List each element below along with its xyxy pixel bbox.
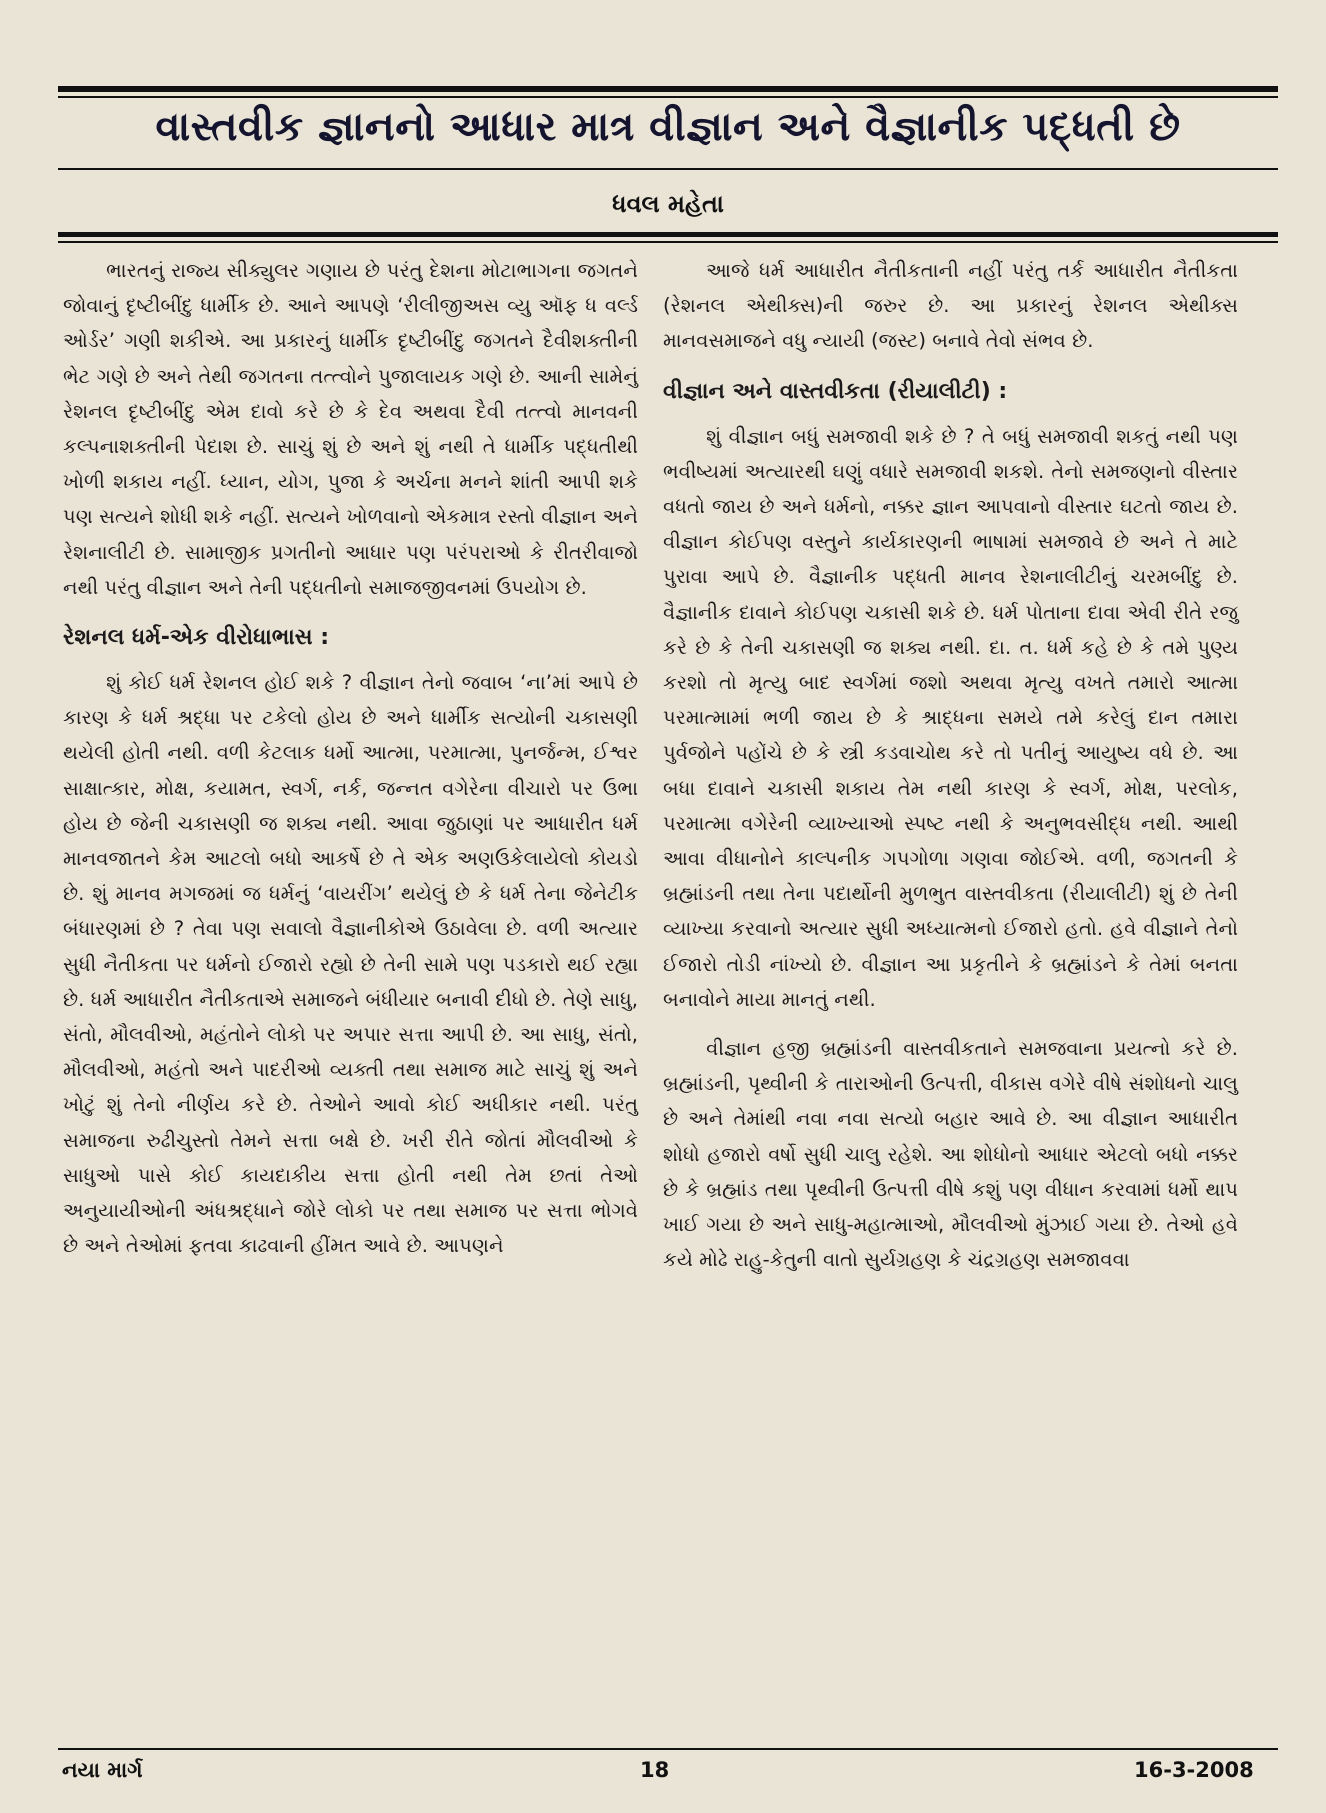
top-rule-thick [58,86,1278,92]
issue-date: 16-3-2008 [1134,1758,1254,1782]
byline-rule-thin [58,241,1278,243]
footer-rule [58,1748,1278,1750]
section-heading: વીજ્ઞાન અને વાસ્તવીકતા (રીયાલીટી) : [663,378,1008,404]
byline-rule-thick [58,232,1278,237]
top-rule-thin [58,96,1278,98]
title-rule [58,168,1278,170]
publication-name: નયા માર્ગ [62,1758,143,1782]
paragraph: શું વીજ્ઞાન બધું સમજાવી શકે છે ? તે બધું સમજાવી શકતું નથી પણ ભવીષ્યમાં અત્યારથી ઘણું વધારે સમજાવી શકશે. તેનો સમજણનો વીસ્તાર વધતો જાય છે અને ધર્મનો, નક્કર જ્ઞાન આપવાનો વીસ્તાર ઘટતો જાય છે. વીજ્ઞાન કોઈપણ વસ્તુને કાર્યકારણની ભાષામાં સમજાવે છે અને તે માટે પુરાવા આપે છે. વૈજ્ઞાનીક પદ્ધતી માનવ રેશનાલીટીનું ચરમબીંદુ છે. વૈજ્ઞાનીક દાવાને કોઈપણ ચકાસી શકે છે. ધર્મ પોતાના દાવા એવી રીતે રજુ કરે છે કે તેની ચકાસણી જ શક્ય નથી. દા. ત. ધર્મ કહે છે કે તમે પુણ્ય કરશો તો મૃત્યુ બાદ સ્વર્ગમાં જશો અથવા મૃત્યુ વખતે તમારો આત્મા પરમાત્મામાં ભળી જાય છે કે શ્રાદ્ધના સમયે તમે કરેલું દાન તમારા પુર્વજોને પહોંચે છે કે સ્ત્રી કડવાચોથ કરે તો પતીનું આયુષ્ય વધે છે. આ બધા દાવાને ચકાસી શકાય તેમ નથી કારણ કે સ્વર્ગ, મોક્ષ, પરલોક, પરમાત્મા વગેરેની વ્યાખ્યાઓ સ્પષ્ટ નથી કે અનુભવસીદ્ધ નથી. આથી આવા વીધાનોને કાલ્પનીક ગપગોળા ગણવા જોઈએ. વળી, જગતની કે બ્રહ્માંડની તથા તેના પદાર્થોની મુળભુત વાસ્તવીકતા (રીયાલીટી) શું છે તેની વ્યાખ્યા કરવાનો અત્યાર સુધી અધ્યાત્મનો ઈજારો હતો. હવે વીજ્ઞાને તેનો ઈજારો તોડી નાંખ્યો છે. વીજ્ઞાન આ પ્રકૃતીને કે બ્રહ્માંડને કે તેમાં બનતા બનાવોને માયા માનતું નથી. [663,424,1238,1011]
right-column [663,253,1238,1277]
paragraph: શું કોઈ ધર્મ રેશનલ હોઈ શકે ? વીજ્ઞાન તેનો જવાબ ‘ના’માં આપે છે કારણ કે ધર્મ શ્રદ્ધા પર ટકેલો હોય છે અને ધાર્મીક સત્યોની ચકાસણી થયેલી હોતી નથી. વળી કેટલાક ધર્મો આત્મા, પરમાત્મા, પુનર્જન્મ, ઈશ્વર સાક્ષાત્કાર, મોક્ષ, કયામત, સ્વર્ગ, નર્ક, જન્નત વગેરેના વીચારો પર ઉભા હોય છે જેની ચકાસણી જ શક્ય નથી. આવા જુઠાણાં પર આધારીત ધર્મ માનવજાતને કેમ આટલો બધો આકર્ષે છે તે એક અણઉકેલાયેલો કોયડો છે. શું માનવ મગજમાં જ ધર્મનું ‘વાયરીંગ’ થયેલું છે કે ધર્મ તેના જેનેટીક બંધારણમાં છે ? તેવા પણ સવાલો વૈજ્ઞાનીકોએ ઉઠાવેલા છે. વળી અત્યાર સુધી નૈતીકતા પર ધર્મનો ઈજારો રહ્યો છે તેની સામે પણ પડકારો થઈ રહ્યા છે. ધર્મ આધારીત નૈતીકતાએ સમાજને બંધીયાર બનાવી દીધો છે. તેણે સાધુ, સંતો, મૌલવીઓ, મહંતોને લોકો પર અપાર સત્તા આપી છે. આ સાધુ, સંતો, મૌલવીઓ, મહંતો અને પાદરીઓ વ્યક્તી તથા સમાજ માટે સાચું શું અને ખોટું શું તેનો નીર્ણય કરે છે. તેઓને આવો કોઈ અધીકાર નથી. પરંતુ સમાજના રુઢીચુસ્તો તેમને સત્તા બક્ષે છે. ખરી રીતે જોતાં મૌલવીઓ કે સાધુઓ પાસે કોઈ કાયદાકીય સત્તા હોતી નથી તેમ છતાં તેઓ અનુયાયીઓની અંધશ્રદ્ધાને જોરે લોકો પર તથા સમાજ પર સત્તા ભોગવે છે અને તેઓમાં ફતવા કાઢવાની હીંમત આવે છે. આપણને [63,671,638,1258]
paragraph: ભારતનું રાજ્ય સીક્યુલર ગણાય છે પરંતુ દેશના મોટાભાગના જગતને જોવાનું દૃષ્ટીબીંદુ ધાર્મીક છે. આને આપણે ‘રીલીજીઅસ વ્યુ ઑફ ધ વર્લ્ડ ઓર્ડર’ ગણી શકીએ. આ પ્રકારનું ધાર્મીક દૃષ્ટીબીંદુ જગતને દૈવીશક્તીની ભેટ ગણે છે અને તેથી જગતના તત્ત્વોને પુજાલાયક ગણે છે. આની સામેનું રેશનલ દૃષ્ટીબીંદુ એમ દાવો કરે છે કે દેવ અથવા દૈવી તત્ત્વો માનવની કલ્પનાશક્તીની પેદાશ છે. સાચું શું છે અને શું નથી તે ધાર્મીક પદ્ધતીથી ખોળી શકાય નહીં. ધ્યાન, યોગ, પુજા કે અર્ચના મનને શાંતી આપી શકે પણ સત્યને શોધી શકે નહીં. સત્યને ખોળવાનો એકમાત્ર રસ્તો વીજ્ઞાન અને રેશનાલીટી છે. સામાજીક પ્રગતીનો આધાર પણ પરંપરાઓ કે રીતરીવાજો નથી પરંતુ વીજ્ઞાન અને તેની પદ્ધતીનો સમાજજીવનમાં ઉપયોગ છે. [63,259,638,599]
paragraph: આજે ધર્મ આધારીત નૈતીકતાની નહીં પરંતુ તર્ક આધારીત નૈતીકતા (રેશનલ એથીક્સ)ની જરુર છે. આ પ્રકારનું રેશનલ એથીક્સ માનવસમાજને વધુ ન્યાયી (જસ્ટ) બનાવે તેવો સંભવ છે. [663,259,1238,353]
article-title: વાસ્તવીક જ્ઞાનનો આધાર માત્ર વીજ્ઞાન અને વૈજ્ઞાનીક પદ્ધતી છે [155,104,1181,150]
page-number: 18 [640,1758,670,1782]
left-column [63,253,638,1263]
section-heading: રેશનલ ધર્મ-એક વીરોધાભાસ : [63,625,330,651]
paragraph: વીજ્ઞાન હજી બ્રહ્માંડની વાસ્તવીકતાને સમજવાના પ્રયત્નો કરે છે. બ્રહ્માંડની, પૃથ્વીની કે તારાઓની ઉત્પત્તી, વીકાસ વગેરે વીષે સંશોધનો ચાલુ છે અને તેમાંથી નવા નવા સત્યો બહાર આવે છે. આ વીજ્ઞાન આધારીત શોધો હજારો વર્ષો સુધી ચાલુ રહેશે. આ શોધોનો આધાર એટલો બધો નક્કર છે કે બ્રહ્માંડ તથા પૃથ્વીની ઉત્પત્તી વીષે કશું પણ વીધાન કરવામાં ધર્મો થાપ ખાઈ ગયા છે અને સાધુ-મહાત્માઓ, મૌલવીઓ મુંઝાઈ ગયા છે. તેઓ હવે કયે મોઢે રાહુ-કેતુની વાતો સુર્યગ્રહણ કે ચંદ્રગ્રહણ સમજાવવા [663,1037,1238,1272]
author-name: ધવલ મહેતા [612,190,724,218]
